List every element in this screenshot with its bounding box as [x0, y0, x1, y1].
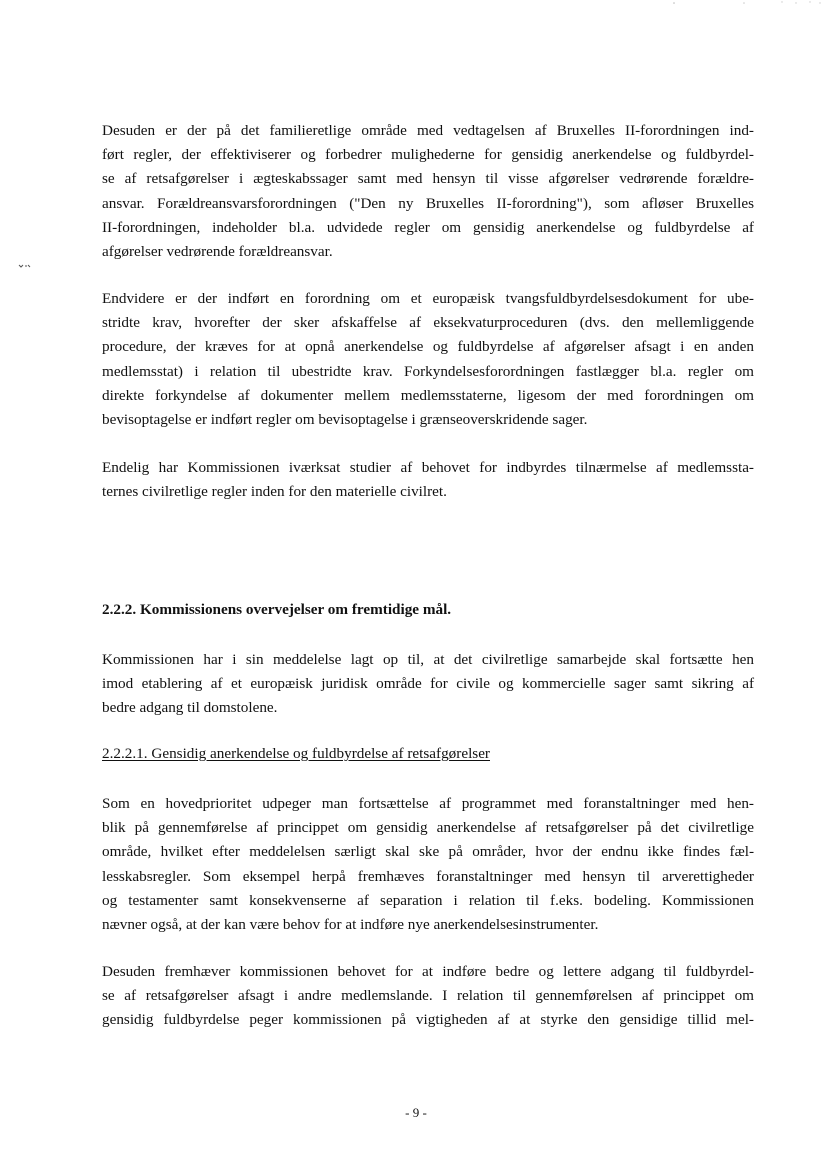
text-line: bedre adgang til domstolene. — [102, 699, 278, 717]
text-line: se af retsafgørelser i ægteskabssager samt med hensyn til visse afgørelser vedrørende forældre- — [102, 170, 754, 188]
text-line: imod etablering af et europæisk juridisk område for civile og kommercielle sager samt sikring af — [102, 675, 754, 693]
text-line: ternes civilretlige regler inden for den materielle civilret. — [102, 483, 447, 501]
paragraph-studier — [102, 456, 754, 504]
text-line: Desuden er der på det familieretlige område med vedtagelsen af Bruxelles II-forordningen ind- — [102, 122, 754, 139]
section-heading: 2.2.2. Kommissionens overvejelser om fremtidige mål. — [102, 601, 452, 618]
text-line: og testamenter samt konsekvenserne af separation i relation til f.eks. bodeling. Kommissionen — [102, 891, 754, 909]
paragraph-fuldbyrdelse — [102, 960, 754, 1033]
text-line: Endvidere er der indført en forordning om et europæisk tvangsfuldbyrdelsesdokument for ube- — [102, 290, 754, 307]
text-line: blik på gennemførelse af princippet om gensidig anerkendelse af retsafgørelser på det civilretlige — [102, 819, 754, 837]
page-number: - 9 - — [405, 1105, 427, 1120]
text-line: stridte krav, hvorefter der sker afskaffelse af eksekvaturproceduren (dvs. den mellemliggende — [102, 314, 754, 332]
text-line: se af retsafgørelser afsagt i andre medlemslande. I relation til gennemførelsen af princippet om — [102, 987, 754, 1005]
text-line: lesskabsregler. Som eksempel herpå fremhæves foranstaltninger med hensyn til arverettigheder — [102, 867, 754, 885]
scan-artifact-icon — [664, 0, 824, 8]
text-line: medlemsstat) i relation til ubestridte krav. Forkyndelsesforordningen fastlægger bl.a. regler om — [102, 362, 754, 380]
paragraph-tvangsfuldbyrdelse — [102, 287, 754, 432]
subsection-heading: 2.2.2.1. Gensidig anerkendelse og fuldbyrdelse af retsafgørelser — [102, 745, 490, 762]
paragraph-meddelelse — [102, 648, 754, 721]
text-line: område, hvilket efter meddelelsen særligt skal ske på områder, hvor der endnu ikke findes fæl- — [102, 843, 754, 861]
text-line: Kommissionen har i sin meddelelse lagt op til, at det civilretlige samarbejde skal fortsætte hen — [102, 651, 754, 668]
text-line: Som en hovedprioritet udpeger man fortsættelse af programmet med foranstaltninger med hen- — [102, 795, 754, 812]
text-line: procedure, der kræves for at opnå anerkendelse og fuldbyrdelse af afgørelser afsagt i en anden — [102, 338, 754, 356]
text-line: Desuden fremhæver kommissionen behovet for at indføre bedre og lettere adgang til fuldbyrdel- — [102, 963, 754, 980]
text-line: afgørelser vedrørende forældreansvar. — [102, 243, 333, 261]
text-line: direkte forkyndelse af dokumenter mellem medlemsstaterne, ligesom der med forordningen om — [102, 386, 754, 404]
text-line: ansvar. Forældreansvarsforordningen ("Den ny Bruxelles II-forordning"), som afløser Bruxelles — [102, 194, 754, 212]
text-line: II-forordningen, indeholder bl.a. udvidede regler om gensidig anerkendelse og fuldbyrdelse af — [102, 218, 754, 236]
paragraph-bruxelles — [102, 119, 754, 264]
text-line: nævner også, at der kan være behov for at indføre nye anerkendelsesinstrumenter. — [102, 916, 599, 934]
text-line: ført regler, der effektiviserer og forbedrer mulighederne for gensidig anerkendelse og fuldbyrdel- — [102, 146, 754, 164]
text-line: gensidig fuldbyrdelse peger kommissionen på vigtigheden af at styrke den gensidige tillid mel- — [102, 1011, 754, 1029]
margin-mark-icon — [18, 262, 32, 270]
text-line: Endelig har Kommissionen iværksat studier af behovet for indbyrdes tilnærmelse af medlemssta- — [102, 459, 754, 476]
text-line: bevisoptagelse er indført regler om bevisoptagelse i grænseoverskridende sager. — [102, 411, 588, 429]
paragraph-hovedprioritet — [102, 792, 754, 937]
